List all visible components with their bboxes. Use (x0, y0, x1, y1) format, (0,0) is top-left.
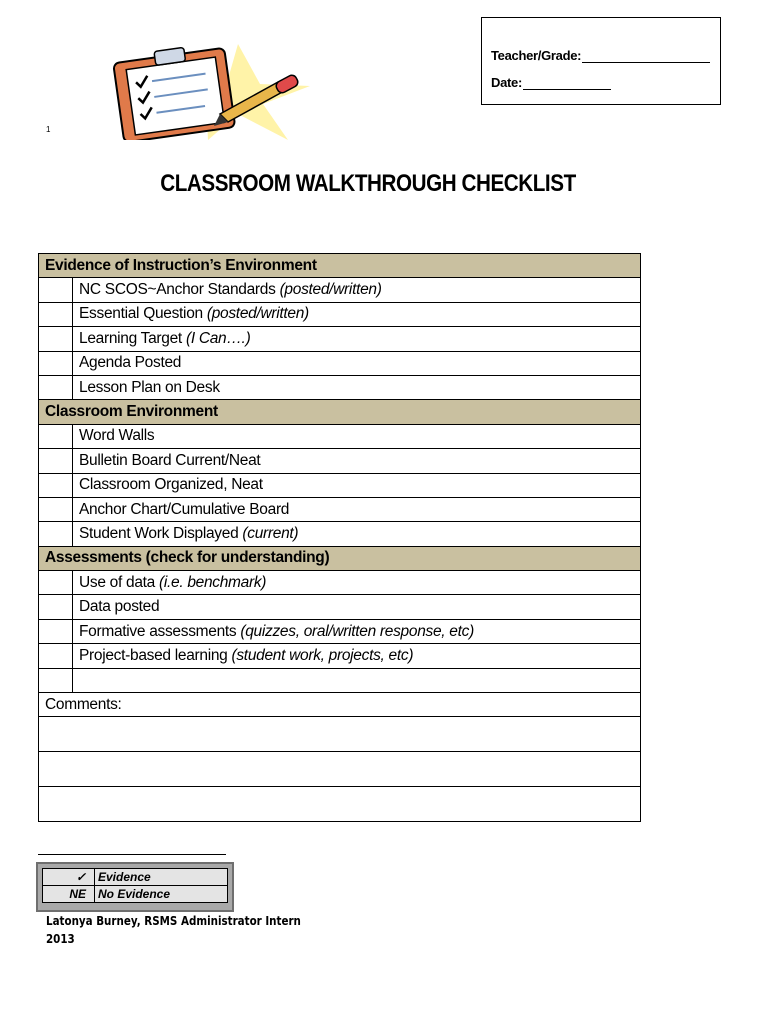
checklist-row (39, 278, 641, 302)
checklist-table (38, 253, 641, 822)
checklist-item: Agenda Posted (73, 351, 641, 375)
comment-line[interactable] (39, 752, 641, 787)
checklist-row (39, 302, 641, 326)
checklist-item: Bulletin Board Current/Neat (73, 449, 641, 473)
checklist-row (39, 424, 641, 448)
comment-line[interactable] (39, 717, 641, 752)
checklist-row (39, 449, 641, 473)
checklist-item: Student Work Displayed (current) (73, 522, 641, 546)
check-box[interactable] (39, 351, 73, 375)
comment-line[interactable] (39, 787, 641, 822)
checklist-row (39, 497, 641, 521)
checklist-row (39, 644, 641, 668)
clipboard-clipart (88, 44, 310, 140)
checklist-item: Data posted (73, 595, 641, 619)
checklist-row (39, 351, 641, 375)
checklist-item: Formative assessments (quizzes, oral/written response, etc) (73, 619, 641, 643)
checklist-item: Project-based learning (student work, projects, etc) (73, 644, 641, 668)
checklist-row (39, 619, 641, 643)
comment-field[interactable] (39, 717, 641, 752)
comment-field[interactable] (39, 752, 641, 787)
section-heading: Classroom Environment (39, 400, 641, 424)
date-label: Date: (491, 75, 523, 90)
date-field[interactable] (491, 75, 611, 90)
legend-meaning: Evidence (95, 869, 228, 886)
check-box[interactable] (39, 619, 73, 643)
checklist-item: Learning Target (I Can….) (73, 327, 641, 351)
checklist-row (39, 327, 641, 351)
check-box[interactable] (39, 571, 73, 595)
comments-label-row (39, 693, 641, 717)
date-blank[interactable] (523, 77, 611, 90)
checklist-row (39, 571, 641, 595)
footnote-mark: 1 (46, 125, 51, 134)
comments-label: Comments: (39, 693, 641, 717)
legend-table (42, 868, 228, 903)
check-box[interactable] (39, 497, 73, 521)
checklist-row (39, 522, 641, 546)
checklist-item: Classroom Organized, Neat (73, 473, 641, 497)
section-heading-row (39, 400, 641, 424)
check-box[interactable] (39, 375, 73, 399)
checkmark-icon: ✓ (43, 869, 95, 886)
legend-box (36, 862, 234, 912)
checklist-item: Use of data (i.e. benchmark) (73, 571, 641, 595)
checklist-item: Word Walls (73, 424, 641, 448)
footnote-rule (38, 854, 226, 855)
checklist-item: NC SCOS~Anchor Standards (posted/written) (73, 278, 641, 302)
check-box[interactable] (39, 449, 73, 473)
author-credit (46, 912, 301, 948)
check-box[interactable] (39, 522, 73, 546)
teacher-grade-blank[interactable] (582, 50, 710, 63)
check-box[interactable] (39, 424, 73, 448)
check-box[interactable] (39, 644, 73, 668)
check-box[interactable] (39, 473, 73, 497)
section-heading-row (39, 254, 641, 278)
section-heading-row (39, 546, 641, 570)
teacher-date-box (481, 17, 721, 105)
teacher-grade-label: Teacher/Grade: (491, 48, 582, 63)
page-title: CLASSROOM WALKTHROUGH CHECKLIST (160, 170, 576, 197)
check-box[interactable] (39, 302, 73, 326)
checklist-item[interactable] (73, 668, 641, 692)
author-line: Latonya Burney, RSMS Administrator Intern (46, 914, 301, 928)
legend-row (43, 886, 228, 903)
year-line: 2013 (46, 932, 75, 946)
check-box[interactable] (39, 668, 73, 692)
check-box[interactable] (39, 327, 73, 351)
legend-row (43, 869, 228, 886)
legend-meaning: No Evidence (95, 886, 228, 903)
checklist-item: Lesson Plan on Desk (73, 375, 641, 399)
checklist-item: Essential Question (posted/written) (73, 302, 641, 326)
check-box[interactable] (39, 278, 73, 302)
checklist-row (39, 595, 641, 619)
check-box[interactable] (39, 595, 73, 619)
section-heading: Evidence of Instruction’s Environment (39, 254, 641, 278)
checklist-row (39, 473, 641, 497)
teacher-grade-field[interactable] (491, 48, 710, 63)
checklist-item: Anchor Chart/Cumulative Board (73, 497, 641, 521)
checklist-row (39, 668, 641, 692)
section-heading: Assessments (check for understanding) (39, 546, 641, 570)
checklist-row (39, 375, 641, 399)
legend-symbol: NE (43, 886, 95, 903)
comment-field[interactable] (39, 787, 641, 822)
